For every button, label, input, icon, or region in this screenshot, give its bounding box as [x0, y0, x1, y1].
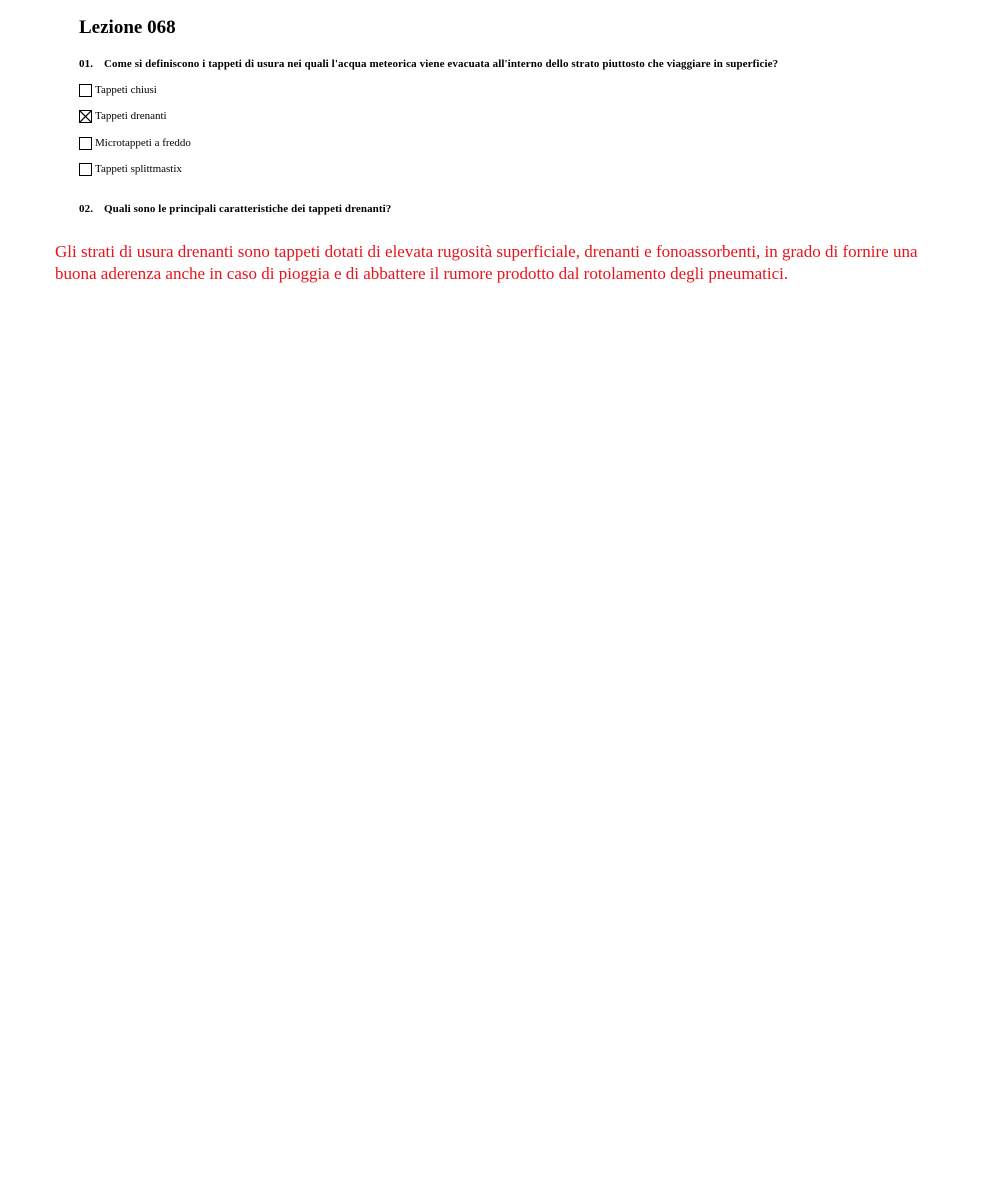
- question-01: [79, 57, 778, 71]
- checkbox-checked-icon[interactable]: [79, 110, 92, 123]
- question-02: [79, 202, 391, 216]
- option-label: Tappeti splittmastix: [95, 163, 182, 175]
- cross-mark-icon: [80, 111, 91, 122]
- option-label: Tappeti chiusi: [95, 84, 157, 96]
- checkbox-empty-icon[interactable]: [79, 84, 92, 97]
- page-title: Lezione 068: [79, 17, 176, 38]
- checkbox-empty-icon[interactable]: [79, 163, 92, 176]
- question-text: Come si definiscono i tappeti di usura nei quali l'acqua meteorica viene evacuata all'interno dello strato piuttosto che viaggiare in superficie?: [104, 58, 779, 70]
- question-number: 02.: [79, 203, 94, 215]
- option-label: Tappeti drenanti: [95, 110, 167, 122]
- option-tappeti-splittmastix[interactable]: [79, 161, 182, 177]
- option-tappeti-drenanti[interactable]: [79, 108, 167, 124]
- option-tappeti-chiusi[interactable]: [79, 82, 157, 98]
- checkbox-empty-icon[interactable]: [79, 137, 92, 150]
- question-number: 01.: [79, 58, 94, 70]
- option-label: Microtappeti a freddo: [95, 137, 191, 149]
- option-microtappeti-a-freddo[interactable]: [79, 135, 191, 151]
- question-text: Quali sono le principali caratteristiche dei tappeti drenanti?: [104, 203, 392, 215]
- answer-text: Gli strati di usura drenanti sono tappeti dotati di elevata rugosità superficiale, drenanti e fonoassorbenti, in grado di fornire una buona aderenza anche in caso di pioggia e di abbattere il rumore prodotto dal rotolamento degli pneumatici.: [55, 242, 918, 283]
